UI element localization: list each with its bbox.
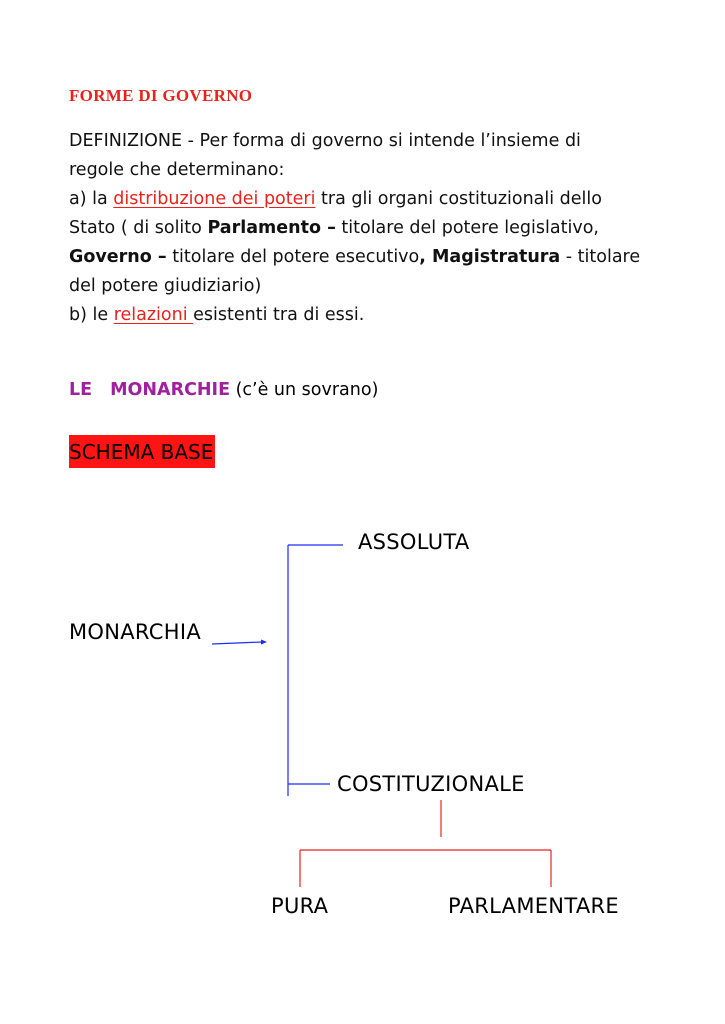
monarchie-note: (c’è un sovrano) xyxy=(230,380,379,400)
definition-line: regole che determinano: xyxy=(69,160,285,180)
node-assoluta: ASSOLUTA xyxy=(358,530,470,554)
text: tra gli organi costituzionali dello xyxy=(315,189,602,209)
bold-governo: Governo – xyxy=(69,247,167,267)
page-title: FORME DI GOVERNO xyxy=(69,86,253,105)
text: b) le xyxy=(69,305,114,325)
definition-line: del potere giudiziario) xyxy=(69,276,262,296)
monarchie-label: MONARCHIE xyxy=(110,380,231,400)
highlight-relazioni: relazioni xyxy=(113,305,194,325)
schema-base-label: SCHEMA BASE xyxy=(69,435,215,468)
node-costituzionale: COSTITUZIONALE xyxy=(337,772,525,796)
text: esistenti tra di essi. xyxy=(193,305,365,325)
text: a) la xyxy=(69,189,114,209)
node-pura: PURA xyxy=(271,894,329,918)
le-label: LE xyxy=(69,380,93,400)
arrow-head-icon xyxy=(261,640,267,645)
definition-line: DEFINIZIONE - Per forma di governo si intende l’insieme di xyxy=(69,131,581,151)
highlight-distribuzione: distribuzione dei poteri xyxy=(113,189,316,209)
bold-magistratura: , Magistratura xyxy=(419,247,561,267)
text: titolare del potere legislativo, xyxy=(335,218,599,238)
node-monarchia: MONARCHIA xyxy=(69,620,201,644)
monarchia-arrow xyxy=(212,642,262,644)
bold-parlamento: Parlamento – xyxy=(207,218,336,238)
node-parlamentare: PARLAMENTARE xyxy=(448,894,619,918)
text: Stato ( di solito xyxy=(69,218,208,238)
text: titolare del potere esecutivo xyxy=(166,247,420,267)
text: - titolare xyxy=(560,247,641,267)
